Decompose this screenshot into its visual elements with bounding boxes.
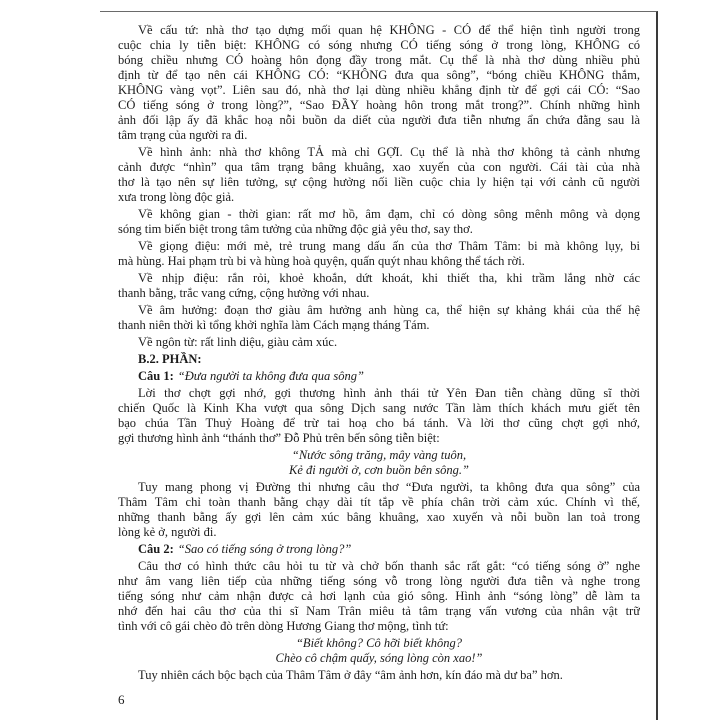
paragraph-giong-dieu bbox=[118, 239, 640, 269]
paragraph-cau-tho bbox=[118, 559, 640, 634]
text-line: như âm vang liên tiếp của những tiếng sóng vỗ trong lòng người đưa tiễn và nghe trong bbox=[118, 574, 640, 588]
question-quote: “Sao có tiếng sóng ở trong lòng?” bbox=[177, 542, 352, 556]
text-line: cuộc chia ly tiễn biệt: KHÔNG có sóng nhưng CÓ tiếng sóng ở trong lòng, KHÔNG có bbox=[118, 38, 640, 52]
text-line: sóng tim biến biệt trong tâm tưởng của những độc giả yêu thơ, say thơ. bbox=[118, 222, 473, 236]
text-line: những thanh bằng ấy gợi lên cảm xúc bâng khuâng, xao xuyến và nỗi buồn lan toả trong bbox=[118, 510, 640, 524]
text-line: Tuy nhiên cách bộc bạch của Thâm Tâm ở đây “âm ảnh hơn, kín đáo mà dư ba” hơn. bbox=[138, 668, 563, 682]
text-line: Lời thơ chợt gợi nhớ, gợi thương hình ảnh thái tử Yên Đan tiễn chàng dũng sĩ thời bbox=[138, 386, 640, 400]
text-line: cảnh được “nhìn” qua tâm trạng bâng khuâng, xao xuyến của con người. Cái tài của nhà bbox=[118, 160, 640, 174]
text-line: thơ là tạo nên sự liên tưởng, sự cộng hưởng nối liền cuộc chia ly hiện tại với cảnh cũ người bbox=[118, 175, 640, 189]
text-line: chiến Quốc là Kinh Kha vượt qua sông Dịch sang nước Tần làm thích khách mưu giết tên bbox=[118, 401, 640, 415]
text-line: Về nhịp điệu: rắn rỏi, khoẻ khoắn, dứt khoát, khi thiết tha, khi trầm lắng nhờ các bbox=[138, 271, 640, 285]
text-line: gợi thương hình ảnh “thánh thơ” Đỗ Phủ trên bến sông tiễn biệt: bbox=[118, 431, 440, 445]
text-line: ảnh đối lập ấy đã khắc hoạ nỗi buồn da diết của người đưa tiễn nhưng ẩn chứa đằng sau là bbox=[118, 113, 640, 127]
text-line: nhớ đến hai câu thơ của thi sĩ Nam Trân miêu tả tâm trạng vấn vương của nhân vật trữ bbox=[118, 604, 640, 618]
text-line: lòng kẻ ở, người đi. bbox=[118, 525, 217, 539]
text-line: tình với cô gái chèo đò trên dòng Hương Giang thơ mộng, tình tứ: bbox=[118, 619, 449, 633]
question-2-heading bbox=[118, 542, 640, 557]
text-line: Câu thơ có hình thức câu hỏi tu từ và chở bốn thanh sắc rất gắt: “có tiếng sóng ở” nghe bbox=[138, 559, 640, 573]
question-quote: “Đưa người ta không đưa qua sông” bbox=[177, 369, 364, 383]
verse-line: “Nước sông trăng, mây vàng tuôn, bbox=[291, 448, 467, 462]
text-line: thanh niên thời kì tổng khởi nghĩa làm Cách mạng tháng Tám. bbox=[118, 318, 430, 332]
text-line: xưa trong lòng độc giả. bbox=[118, 190, 235, 204]
text-line: Về âm hưởng: đoạn thơ giàu âm hưởng anh hùng ca, thể hiện sự khảng khái của thế hệ bbox=[138, 303, 640, 317]
text-line: KHÔNG vàng vọt”. Liên sau đó, nhà thơ lại dùng nhiều khẳng định từ để gợi cái CÓ: “Sao bbox=[118, 83, 640, 97]
paragraph-tuy-mang bbox=[118, 480, 640, 540]
paragraph-am-huong bbox=[118, 303, 640, 333]
text-line: Về cấu tứ: nhà thơ tạo dựng mối quan hệ KHÔNG - CÓ để thể hiện tình người trong bbox=[138, 23, 640, 37]
paragraph-khong-gian bbox=[118, 207, 640, 237]
question-line bbox=[118, 542, 640, 557]
paragraph-cau-tu bbox=[118, 23, 640, 143]
paragraph-tuy-nhien bbox=[118, 668, 640, 683]
verse-line: “Biết không? Cô hỡi biết không? bbox=[295, 636, 463, 650]
text-line: tiếng sóng như cảm nhận được cả hơi lạnh của gió sông. Hình ảnh “sóng lòng” dễ làm ta bbox=[118, 589, 640, 603]
paragraph-loi-tho bbox=[118, 386, 640, 446]
verse-quote-nam-tran bbox=[118, 636, 640, 666]
paragraph-nhip-dieu bbox=[118, 271, 640, 301]
verse-line: Chèo cô chậm quấy, sóng lòng còn xao!” bbox=[275, 651, 483, 665]
text-line: định từ để tạo nên cái KHÔNG CÓ: “KHÔNG đưa qua sông”, “bóng chiều KHÔNG thắm, bbox=[118, 68, 640, 82]
text-line: Về ngôn từ: rất linh diệu, giàu cảm xúc. bbox=[138, 335, 338, 349]
paragraph-hinh-anh bbox=[118, 145, 640, 205]
section-heading bbox=[118, 352, 640, 367]
verse-quote-do-phu bbox=[118, 448, 640, 478]
text-line: Tuy mang phong vị Đường thi nhưng câu thơ “Đưa người, ta không đưa qua sông” của bbox=[138, 480, 640, 494]
question-1-heading bbox=[118, 369, 640, 384]
section-heading-text: B.2. PHẦN: bbox=[138, 352, 202, 366]
question-label: Câu 1: bbox=[138, 369, 174, 383]
text-line: tâm trạng của người ra đi. bbox=[118, 128, 248, 142]
page-body bbox=[118, 23, 640, 683]
text-line: bóng chiều nhưng CÓ hoàng hôn đọng đầy trong mắt. Cụ thể là nhà thơ dùng nhiều phủ bbox=[118, 53, 640, 67]
text-line: Về không gian - thời gian: rất mơ hồ, âm đạm, chỉ có dòng sông mênh mông và dọng bbox=[138, 207, 640, 221]
text-line: Về hình ảnh: nhà thơ không TẢ mà chỉ GỢI. Cụ thể là nhà thơ không tả cảnh nhưng bbox=[138, 145, 640, 159]
text-line: thanh bằng, trắc vang cứng, cộng hưởng với nhau. bbox=[118, 286, 370, 300]
page-number: 6 bbox=[118, 692, 125, 707]
question-line bbox=[118, 369, 640, 384]
verse-line: Kẻ đi người ở, cơn buồn bên sông.” bbox=[289, 463, 469, 477]
question-label: Câu 2: bbox=[138, 542, 174, 556]
text-line: Về giọng điệu: mới mẻ, trẻ trung mang dấu ấn của thơ Thâm Tâm: bi mà không lụy, bi bbox=[138, 239, 640, 253]
paragraph-ngon-tu bbox=[118, 335, 640, 350]
text-line: mà hùng. Hai phạm trù bi và hùng hoà quyện, quấn quýt nhau không thể tách rời. bbox=[118, 254, 525, 268]
text-line: CÓ tiếng sóng ở trong lòng?”, “Sao ĐẦY hoàng hôn trong mắt trong?”. Chính những hình bbox=[118, 98, 640, 112]
text-line: Thâm Tâm chỉ toàn thanh bằng chạy dài tít tắp về phía chân trời cảm xúc. Chính vì thế, bbox=[118, 495, 640, 509]
text-line: bạo chúa Tần Thuỷ Hoàng để trừ tai hoạ cho bá tánh. Và lời thơ cũng chợt gợi nhớ, bbox=[118, 416, 640, 430]
